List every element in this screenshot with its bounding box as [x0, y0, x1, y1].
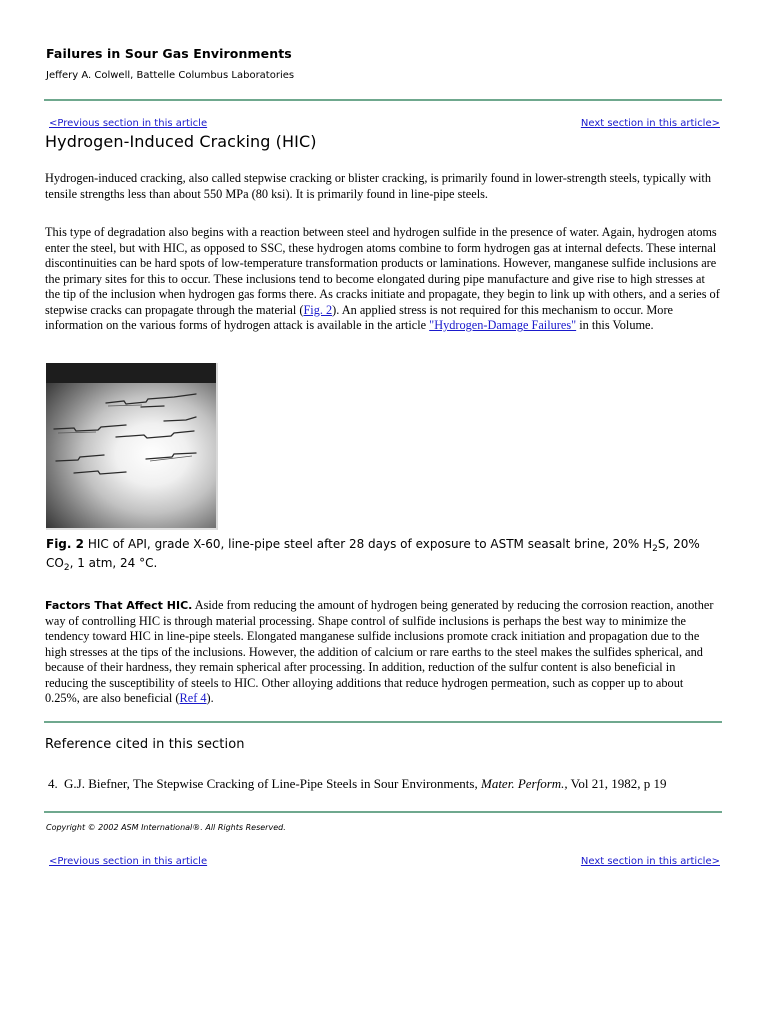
- hydrogen-damage-article-link[interactable]: "Hydrogen-Damage Failures": [429, 318, 577, 332]
- paragraph-degradation: [45, 225, 721, 334]
- caption-text: , 1 atm, 24 °C.: [69, 556, 158, 570]
- figure-2-micrograph: [46, 363, 218, 530]
- section-title: Hydrogen-Induced Cracking (HIC): [45, 132, 317, 151]
- reference-number: 4.: [48, 776, 58, 791]
- paragraph-text: This type of degradation also begins with a reaction between steel and hydrogen sulfide in the presence of water. Again, hydrogen atoms enter the steel, but with HIC, as opposed to SSC, these hydrogen atoms combine to form hydrogen gas at internal defects. These internal discontinuities can be hard spots of low-temperature transformation products or laminations. However, manganese sulfide inclusions are the primary sites for this to occur. These inclusions tend to become elongated during pipe manufacture and give rise to high stresses at the tip of the inclusion when hydrogen gas forms there. As cracks initiate and propagate, they begin to link up with others, and a series of stepwise cracks can propagate through the material (: [45, 225, 720, 317]
- paragraph-factors: [45, 598, 721, 707]
- factors-heading: Factors That Affect HIC.: [45, 599, 193, 612]
- caption-text: S, 20% CO: [46, 537, 700, 570]
- divider-top: [44, 99, 722, 101]
- divider-references: [44, 721, 722, 723]
- figure-2-link[interactable]: Fig. 2: [303, 302, 333, 317]
- next-section-link-bottom[interactable]: Next section in this article>: [580, 856, 720, 867]
- book-title: Failures in Sour Gas Environments: [46, 46, 292, 61]
- next-section-link[interactable]: Next section in this article>: [580, 118, 720, 129]
- figure-label: Fig. 2: [46, 537, 84, 551]
- paragraph-text: Aside from reducing the amount of hydrogen being generated by reducing the corrosion reaction, another way of controlling HIC is through material processing. Shape control of sulfide inclusions is perhaps the best way to minimize the tendency toward HIC in line-pipe steels. Elongated manganese sulfide inclusions promote crack initiation and propagation due to the high stresses at the tips of the inclusions. However, the addition of calcium or rare earths to the steel makes the sulfides spherical, and because of their hardness, they remain spherical after processing. In addition, reduction of the sulfur content is also beneficial in reducing the susceptibility of steels to HIC. Other alloying additions that reduce hydrogen permeation, such as copper up to about 0.25%, are also beneficial (: [45, 598, 714, 705]
- previous-section-link-bottom[interactable]: <Previous section in this article: [49, 856, 208, 867]
- previous-section-link[interactable]: <Previous section in this article: [49, 118, 208, 129]
- caption-text: HIC of API, grade X-60, line-pipe steel after 28 days of exposure to ASTM seasalt brine, 20% H: [84, 537, 653, 551]
- reference-4-link[interactable]: Ref 4: [179, 691, 207, 705]
- reference-text: [64, 776, 720, 792]
- subscript: 2: [652, 544, 658, 554]
- figure-2-caption: [46, 535, 722, 573]
- paragraph-text: ). An applied stress is not required for this mechanism to occur. More information on the various forms of hydrogen attack is available in the article: [45, 302, 673, 332]
- paragraph-text: in this Volume.: [576, 318, 654, 332]
- subscript: 2: [63, 563, 70, 573]
- copyright-notice: Copyright © 2002 ASM International®. All Rights Reserved.: [46, 823, 286, 832]
- reference-tail: Vol 21, 1982, p 19: [567, 776, 667, 791]
- references-heading: Reference cited in this section: [45, 737, 245, 752]
- paragraph-text: ).: [206, 691, 214, 705]
- reference-citation: G.J. Biefner, The Stepwise Cracking of Line-Pipe Steels in Sour Environments,: [64, 776, 481, 791]
- reference-journal: Mater. Perform.,: [480, 776, 568, 791]
- stepwise-cracks-image: [46, 363, 216, 528]
- divider-bottom: [44, 811, 722, 813]
- author-line: Jeffery A. Colwell, Battelle Columbus Laboratories: [46, 70, 295, 81]
- paragraph-intro: Hydrogen-induced cracking, also called stepwise cracking or blister cracking, is primarily found in lower-strength steels, typically with tensile strengths less than about 550 MPa (80 ksi). It is primarily found in line-pipe steels.: [45, 171, 711, 201]
